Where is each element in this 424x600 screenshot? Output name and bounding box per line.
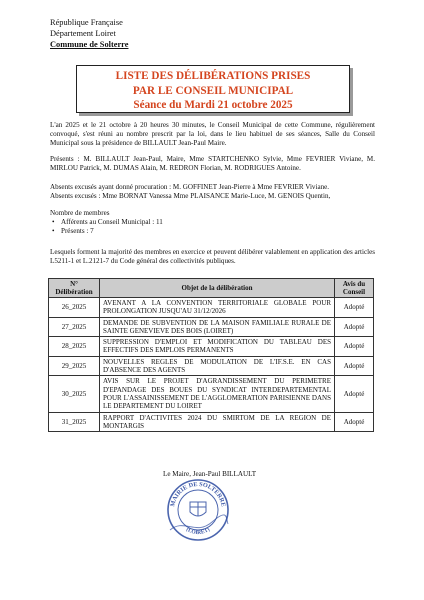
row-num: 26_2025 <box>49 298 100 318</box>
title-box <box>76 65 350 113</box>
title-line-2: PAR LE CONSEIL MUNICIPAL <box>132 84 294 97</box>
row-objet: AVENANT A LA CONVENTION TERRITORIALE GLOBALE POUR PROLONGATION JUSQU'AU 31/12/2026 <box>100 298 335 318</box>
absents-procuration: Absents excusés ayant donné procuration : M. GOFFINET Jean-Pierre à Mme FEVRIER Viviane. <box>50 183 330 191</box>
header-commune: Commune de Solterre <box>50 40 129 49</box>
mairie-stamp-icon <box>166 478 230 542</box>
row-avis: Adopté <box>335 356 374 376</box>
title-line-3: Séance du Mardi 21 octobre 2025 <box>133 99 293 111</box>
membres-block <box>50 209 375 236</box>
table-header-row <box>49 279 374 298</box>
deliberations-table <box>48 278 374 432</box>
row-num: 29_2025 <box>49 356 100 376</box>
row-objet: NOUVELLES REGLES DE MODULATION DE L'IF.S.E. EN CAS D'ABSENCE DES AGENTS <box>100 356 335 376</box>
row-avis: Adopté <box>335 298 374 318</box>
membres-presents: • Présents : 7 <box>61 227 375 236</box>
absents-excuses: Absents excusés : Mme BORNAT Vanessa Mme PLAISANCE Marie-Luce, M. GENOIS Quentin, <box>50 192 331 200</box>
row-objet: SUPPRESSION D'EMPLOI ET MODIFICATION DU TABLEAU DES EFFECTIFS DES EMPLOIS PERMANENTS <box>100 337 335 357</box>
table-row <box>49 412 374 432</box>
stamp-bottom-text: (LOIRET) <box>184 526 212 537</box>
stamp-emblem-icon <box>190 502 206 516</box>
table-row <box>49 337 374 357</box>
row-avis: Adopté <box>335 317 374 337</box>
table-row <box>49 376 374 412</box>
membres-label: Nombre de membres <box>50 209 110 217</box>
header-departement: Département Loiret <box>50 29 116 38</box>
membres-list <box>50 218 375 236</box>
stamp-top-text: MAIRIE DE SOLTERRE <box>169 480 227 508</box>
row-num: 28_2025 <box>49 337 100 357</box>
header-objet: Objet de la délibération <box>100 279 335 298</box>
letterhead <box>50 17 128 50</box>
table-row <box>49 298 374 318</box>
row-avis: Adopté <box>335 337 374 357</box>
row-num: 30_2025 <box>49 376 100 412</box>
title-line-1: LISTE DES DÉLIBÉRATIONS PRISES <box>115 70 311 82</box>
row-num: 27_2025 <box>49 317 100 337</box>
row-objet: DEMANDE DE SUBVENTION DE LA MAISON FAMILIALE RURALE DE SAINTE GENEVIEVE DES BOIS (LOIRET) <box>100 317 335 337</box>
header-republique: République Française <box>50 18 123 27</box>
absents-block <box>50 183 375 201</box>
header-avis: Avis du Conseil <box>335 279 374 298</box>
row-objet: RAPPORT D'ACTIVITES 2024 DU SMIRTOM DE LA REGION DE MONTARGIS <box>100 412 335 432</box>
row-avis: Adopté <box>335 412 374 432</box>
table-row <box>49 317 374 337</box>
table-row <box>49 356 374 376</box>
row-avis: Adopté <box>335 376 374 412</box>
row-num: 31_2025 <box>49 412 100 432</box>
intro-paragraph: L'an 2025 et le 21 octobre à 20 heures 30 minutes, le Conseil Municipal de cette Commune, régulièrement convoqué, s'est réuni au nombre prescrit par la loi, dans le lieu habituel de ses séances, Salle du Conseil Municipal sous la présidence de BILLAULT Jean-Paul Maire. <box>50 121 375 147</box>
header-num: N° Délibération <box>49 279 100 298</box>
mayor-signature-line: Le Maire, Jean-Paul BILLAULT <box>163 470 257 478</box>
presents-paragraph: Présents : M. BILLAULT Jean-Paul, Maire, Mme STARTCHENKO Sylvie, Mme FEVRIER Viviane, M. MIRLOU Patrick, M. DUMAS Alain, M. REDRON Florian, M. RODRIGUES Antoine. <box>50 155 375 172</box>
row-objet: AVIS SUR LE PROJET D'AGRANDISSEMENT DU PERIMETRE D'EPANDAGE DES BOUES DU SYNDICAT INTERDEPARTEMENTAL POUR L'ASSAINISSEMENT DE L'AGGLOMERATION PARISIENNE DANS LE DEPARTEMENT DU LOIRET <box>100 376 335 412</box>
membres-afferents: • Afférents au Conseil Municipal : 11 <box>61 218 375 227</box>
quorum-paragraph: Lesquels forment la majorité des membres en exercice et peuvent délibérer valablement en application des articles L5211-1 et L.2121-7 du Code général des collectivités publiques. <box>50 248 375 265</box>
signature-scribble-icon <box>170 515 228 530</box>
